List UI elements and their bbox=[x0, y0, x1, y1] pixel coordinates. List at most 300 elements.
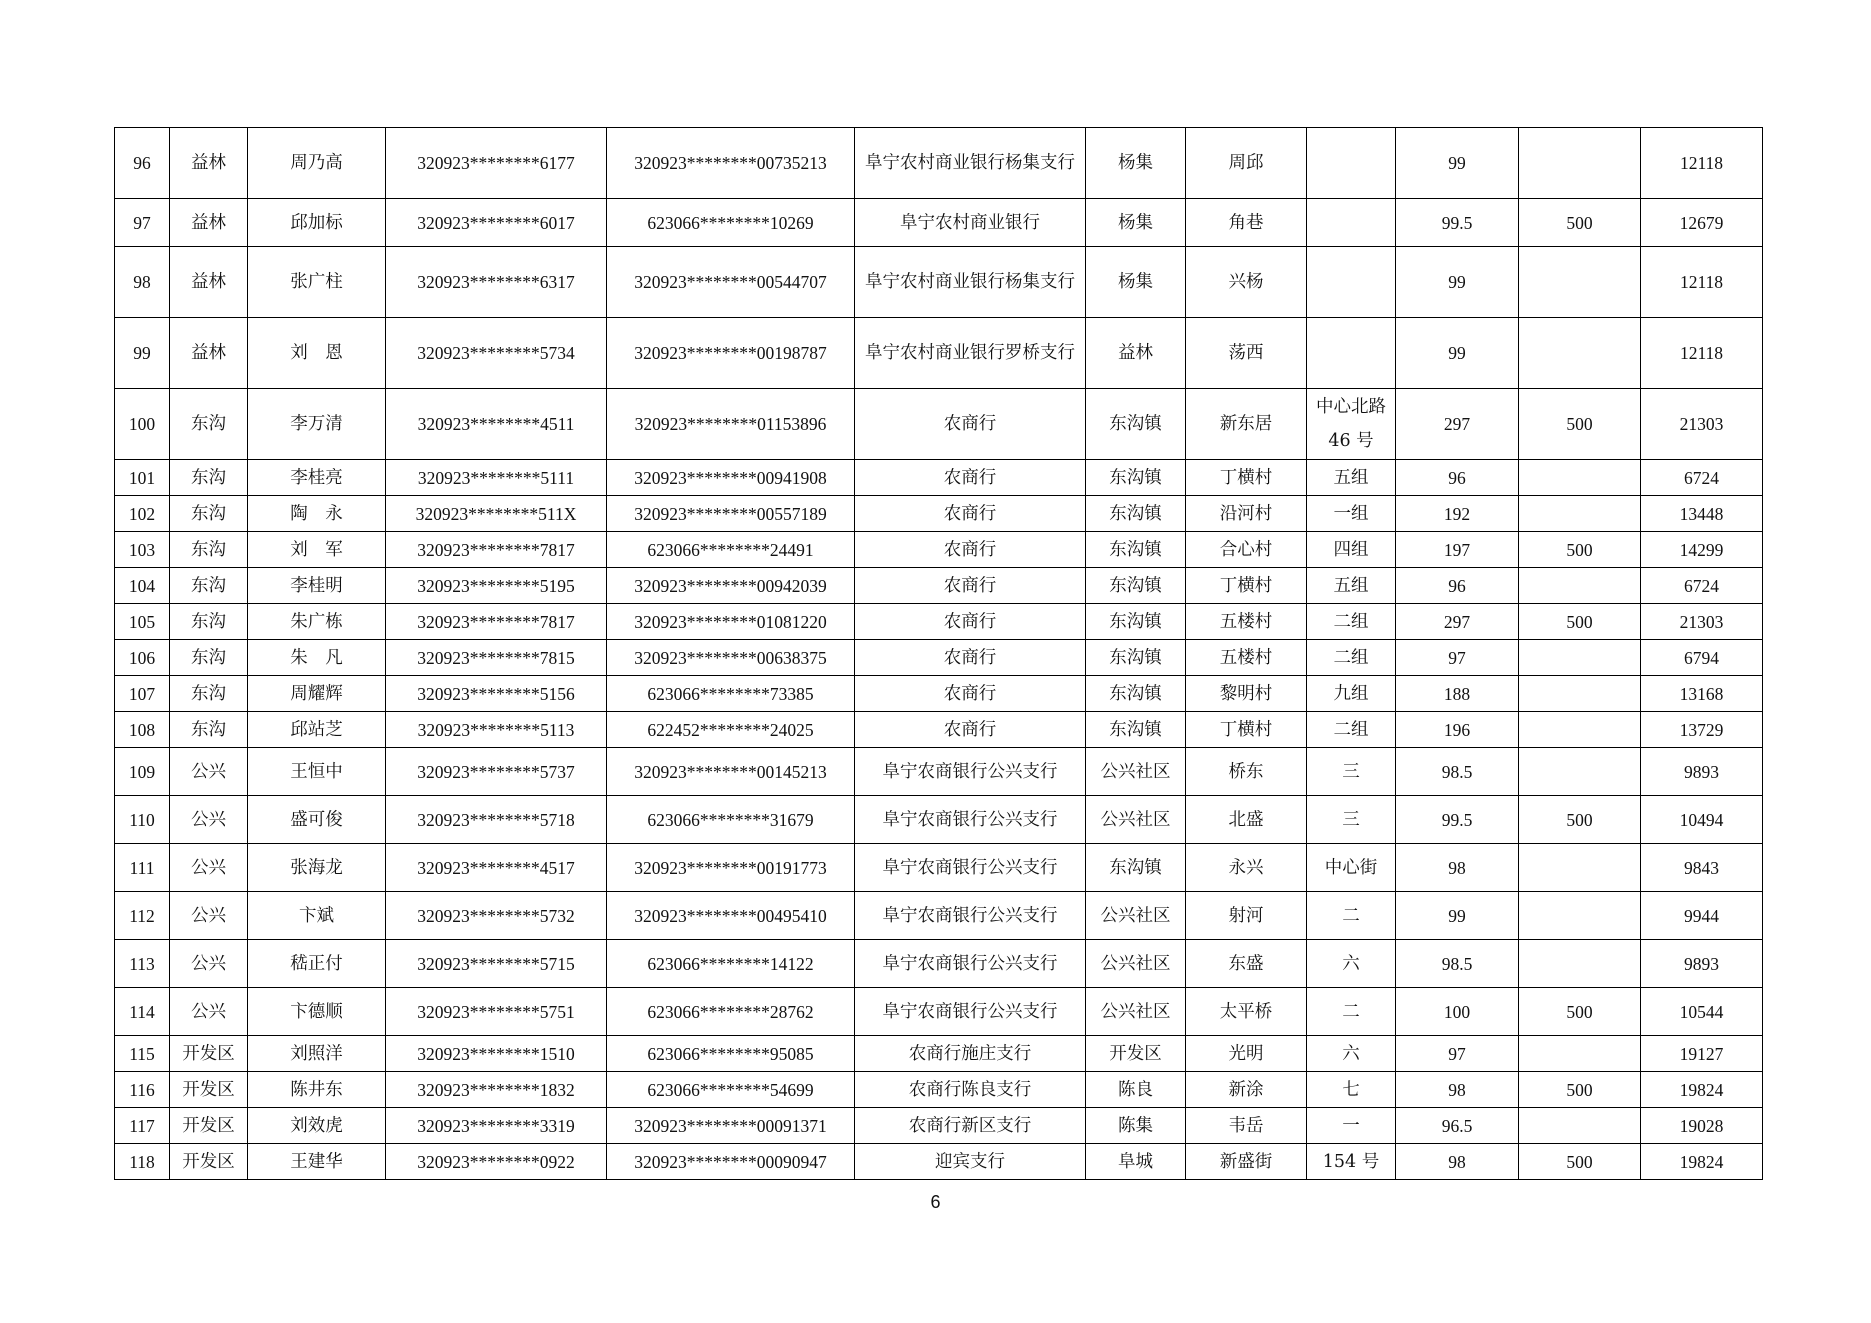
bank-cell: 农商行 bbox=[855, 568, 1086, 604]
amount-cell: 10544 bbox=[1641, 988, 1763, 1036]
subsidy-cell bbox=[1519, 712, 1641, 748]
subsidy-cell: 500 bbox=[1519, 389, 1641, 460]
area-cell: 100 bbox=[1396, 988, 1519, 1036]
id-number-cell: 320923********5715 bbox=[386, 940, 607, 988]
name-cell: 朱 凡 bbox=[248, 640, 386, 676]
township-cell: 东沟镇 bbox=[1086, 640, 1186, 676]
area-cell: 99.5 bbox=[1396, 796, 1519, 844]
account-number-cell: 320923********00735213 bbox=[607, 128, 855, 199]
id-number-cell: 320923********4511 bbox=[386, 389, 607, 460]
subsidy-cell bbox=[1519, 318, 1641, 389]
village-cell: 丁横村 bbox=[1186, 712, 1307, 748]
village-cell: 荡西 bbox=[1186, 318, 1307, 389]
area-cell: 98 bbox=[1396, 1072, 1519, 1108]
name-cell: 陈井东 bbox=[248, 1072, 386, 1108]
subsidy-cell bbox=[1519, 676, 1641, 712]
area-cell: 99 bbox=[1396, 318, 1519, 389]
amount-cell: 14299 bbox=[1641, 532, 1763, 568]
account-number-cell: 320923********00191773 bbox=[607, 844, 855, 892]
amount-cell: 6794 bbox=[1641, 640, 1763, 676]
town-cell: 东沟 bbox=[170, 604, 248, 640]
subsidy-cell: 500 bbox=[1519, 1144, 1641, 1180]
bank-cell: 迎宾支行 bbox=[855, 1144, 1086, 1180]
township-cell: 陈集 bbox=[1086, 1108, 1186, 1144]
seq-cell: 109 bbox=[115, 748, 170, 796]
table-row bbox=[115, 604, 1763, 640]
area-cell: 98.5 bbox=[1396, 748, 1519, 796]
amount-cell: 19127 bbox=[1641, 1036, 1763, 1072]
seq-cell: 108 bbox=[115, 712, 170, 748]
table-row bbox=[115, 460, 1763, 496]
group-cell: 二组 bbox=[1307, 712, 1396, 748]
group-cell bbox=[1307, 318, 1396, 389]
table-row bbox=[115, 988, 1763, 1036]
seq-cell: 111 bbox=[115, 844, 170, 892]
bank-cell: 阜宁农商银行公兴支行 bbox=[855, 988, 1086, 1036]
table-row bbox=[115, 389, 1763, 460]
seq-cell: 117 bbox=[115, 1108, 170, 1144]
amount-cell: 9893 bbox=[1641, 748, 1763, 796]
account-number-cell: 320923********00638375 bbox=[607, 640, 855, 676]
area-cell: 96.5 bbox=[1396, 1108, 1519, 1144]
town-cell: 开发区 bbox=[170, 1072, 248, 1108]
group-cell: 154 号 bbox=[1307, 1144, 1396, 1180]
subsidy-cell bbox=[1519, 640, 1641, 676]
town-cell: 东沟 bbox=[170, 532, 248, 568]
bank-cell: 农商行 bbox=[855, 532, 1086, 568]
town-cell: 东沟 bbox=[170, 496, 248, 532]
bank-cell: 阜宁农商银行公兴支行 bbox=[855, 940, 1086, 988]
bank-cell: 阜宁农商银行公兴支行 bbox=[855, 748, 1086, 796]
name-cell: 李桂明 bbox=[248, 568, 386, 604]
bank-cell: 农商行 bbox=[855, 640, 1086, 676]
town-cell: 公兴 bbox=[170, 940, 248, 988]
township-cell: 东沟镇 bbox=[1086, 844, 1186, 892]
town-cell: 开发区 bbox=[170, 1108, 248, 1144]
table-row bbox=[115, 640, 1763, 676]
bank-cell: 阜宁农村商业银行 bbox=[855, 199, 1086, 247]
group-cell bbox=[1307, 247, 1396, 318]
page-number: 6 bbox=[930, 1192, 941, 1212]
table-row bbox=[115, 247, 1763, 318]
amount-cell: 19028 bbox=[1641, 1108, 1763, 1144]
name-cell: 刘效虎 bbox=[248, 1108, 386, 1144]
area-cell: 188 bbox=[1396, 676, 1519, 712]
seq-cell: 100 bbox=[115, 389, 170, 460]
account-number-cell: 320923********01081220 bbox=[607, 604, 855, 640]
subsidy-cell bbox=[1519, 496, 1641, 532]
account-number-cell: 623066********28762 bbox=[607, 988, 855, 1036]
village-cell: 新涂 bbox=[1186, 1072, 1307, 1108]
amount-cell: 12679 bbox=[1641, 199, 1763, 247]
bank-cell: 农商行 bbox=[855, 496, 1086, 532]
village-cell: 永兴 bbox=[1186, 844, 1307, 892]
name-cell: 邱加标 bbox=[248, 199, 386, 247]
name-cell: 张广柱 bbox=[248, 247, 386, 318]
town-cell: 益林 bbox=[170, 247, 248, 318]
township-cell: 东沟镇 bbox=[1086, 712, 1186, 748]
subsidy-cell: 500 bbox=[1519, 199, 1641, 247]
area-cell: 98 bbox=[1396, 844, 1519, 892]
subsidy-cell bbox=[1519, 1036, 1641, 1072]
id-number-cell: 320923********5751 bbox=[386, 988, 607, 1036]
area-cell: 96 bbox=[1396, 460, 1519, 496]
area-cell: 96 bbox=[1396, 568, 1519, 604]
amount-cell: 19824 bbox=[1641, 1144, 1763, 1180]
subsidy-cell: 500 bbox=[1519, 604, 1641, 640]
seq-cell: 99 bbox=[115, 318, 170, 389]
id-number-cell: 320923********6177 bbox=[386, 128, 607, 199]
area-cell: 197 bbox=[1396, 532, 1519, 568]
bank-cell: 农商行施庄支行 bbox=[855, 1036, 1086, 1072]
table-row bbox=[115, 892, 1763, 940]
bank-cell: 农商行 bbox=[855, 712, 1086, 748]
subsidy-cell: 500 bbox=[1519, 796, 1641, 844]
township-cell: 东沟镇 bbox=[1086, 532, 1186, 568]
group-cell bbox=[1307, 199, 1396, 247]
town-cell: 公兴 bbox=[170, 844, 248, 892]
amount-cell: 19824 bbox=[1641, 1072, 1763, 1108]
amount-cell: 21303 bbox=[1641, 389, 1763, 460]
group-cell: 三 bbox=[1307, 796, 1396, 844]
group-cell: 一组 bbox=[1307, 496, 1396, 532]
account-number-cell: 623066********14122 bbox=[607, 940, 855, 988]
area-cell: 297 bbox=[1396, 389, 1519, 460]
seq-cell: 102 bbox=[115, 496, 170, 532]
area-cell: 196 bbox=[1396, 712, 1519, 748]
town-cell: 益林 bbox=[170, 128, 248, 199]
town-cell: 公兴 bbox=[170, 892, 248, 940]
account-number-cell: 320923********00941908 bbox=[607, 460, 855, 496]
seq-cell: 105 bbox=[115, 604, 170, 640]
name-cell: 卞德顺 bbox=[248, 988, 386, 1036]
subsidy-cell: 500 bbox=[1519, 1072, 1641, 1108]
group-cell: 五组 bbox=[1307, 460, 1396, 496]
id-number-cell: 320923********4517 bbox=[386, 844, 607, 892]
village-cell: 周邱 bbox=[1186, 128, 1307, 199]
area-cell: 98.5 bbox=[1396, 940, 1519, 988]
town-cell: 东沟 bbox=[170, 460, 248, 496]
area-cell: 99.5 bbox=[1396, 199, 1519, 247]
group-cell: 六 bbox=[1307, 1036, 1396, 1072]
group-cell: 二组 bbox=[1307, 640, 1396, 676]
amount-cell: 12118 bbox=[1641, 247, 1763, 318]
seq-cell: 106 bbox=[115, 640, 170, 676]
amount-cell: 13448 bbox=[1641, 496, 1763, 532]
table-row bbox=[115, 199, 1763, 247]
township-cell: 开发区 bbox=[1086, 1036, 1186, 1072]
table-row bbox=[115, 318, 1763, 389]
bank-cell: 阜宁农村商业银行杨集支行 bbox=[855, 128, 1086, 199]
name-cell: 嵇正付 bbox=[248, 940, 386, 988]
account-number-cell: 320923********00557189 bbox=[607, 496, 855, 532]
amount-cell: 6724 bbox=[1641, 460, 1763, 496]
township-cell: 益林 bbox=[1086, 318, 1186, 389]
village-cell: 韦岳 bbox=[1186, 1108, 1307, 1144]
amount-cell: 9944 bbox=[1641, 892, 1763, 940]
town-cell: 东沟 bbox=[170, 568, 248, 604]
name-cell: 周耀辉 bbox=[248, 676, 386, 712]
bank-cell: 农商行 bbox=[855, 460, 1086, 496]
account-number-cell: 320923********00495410 bbox=[607, 892, 855, 940]
bank-cell: 农商行 bbox=[855, 604, 1086, 640]
name-cell: 刘 恩 bbox=[248, 318, 386, 389]
township-cell: 东沟镇 bbox=[1086, 676, 1186, 712]
id-number-cell: 320923********1510 bbox=[386, 1036, 607, 1072]
town-cell: 公兴 bbox=[170, 988, 248, 1036]
table-row bbox=[115, 844, 1763, 892]
seq-cell: 116 bbox=[115, 1072, 170, 1108]
id-number-cell: 320923********5732 bbox=[386, 892, 607, 940]
name-cell: 李万清 bbox=[248, 389, 386, 460]
township-cell: 杨集 bbox=[1086, 199, 1186, 247]
village-cell: 射河 bbox=[1186, 892, 1307, 940]
name-cell: 张海龙 bbox=[248, 844, 386, 892]
amount-cell: 12118 bbox=[1641, 318, 1763, 389]
group-cell: 二 bbox=[1307, 892, 1396, 940]
town-cell: 开发区 bbox=[170, 1036, 248, 1072]
village-cell: 东盛 bbox=[1186, 940, 1307, 988]
subsidy-roster-table bbox=[114, 127, 1763, 1180]
bank-cell: 农商行 bbox=[855, 389, 1086, 460]
amount-cell: 10494 bbox=[1641, 796, 1763, 844]
group-cell bbox=[1307, 128, 1396, 199]
table-row bbox=[115, 676, 1763, 712]
village-cell: 丁横村 bbox=[1186, 568, 1307, 604]
village-cell: 北盛 bbox=[1186, 796, 1307, 844]
township-cell: 公兴社区 bbox=[1086, 988, 1186, 1036]
table-row bbox=[115, 748, 1763, 796]
table-row bbox=[115, 940, 1763, 988]
seq-cell: 107 bbox=[115, 676, 170, 712]
township-cell: 东沟镇 bbox=[1086, 389, 1186, 460]
township-cell: 杨集 bbox=[1086, 247, 1186, 318]
subsidy-cell bbox=[1519, 460, 1641, 496]
id-number-cell: 320923********5113 bbox=[386, 712, 607, 748]
table-row bbox=[115, 1072, 1763, 1108]
area-cell: 99 bbox=[1396, 128, 1519, 199]
group-cell: 中心街 bbox=[1307, 844, 1396, 892]
seq-cell: 113 bbox=[115, 940, 170, 988]
group-cell: 二组 bbox=[1307, 604, 1396, 640]
village-cell: 合心村 bbox=[1186, 532, 1307, 568]
bank-cell: 阜宁农村商业银行杨集支行 bbox=[855, 247, 1086, 318]
area-cell: 98 bbox=[1396, 1144, 1519, 1180]
name-cell: 盛可俊 bbox=[248, 796, 386, 844]
village-cell: 新东居 bbox=[1186, 389, 1307, 460]
subsidy-cell: 500 bbox=[1519, 988, 1641, 1036]
name-cell: 刘 军 bbox=[248, 532, 386, 568]
account-number-cell: 320923********00544707 bbox=[607, 247, 855, 318]
account-number-cell: 623066********10269 bbox=[607, 199, 855, 247]
table-row bbox=[115, 796, 1763, 844]
id-number-cell: 320923********6317 bbox=[386, 247, 607, 318]
subsidy-cell bbox=[1519, 128, 1641, 199]
seq-cell: 103 bbox=[115, 532, 170, 568]
amount-cell: 6724 bbox=[1641, 568, 1763, 604]
account-number-cell: 623066********31679 bbox=[607, 796, 855, 844]
id-number-cell: 320923********7817 bbox=[386, 532, 607, 568]
subsidy-cell: 500 bbox=[1519, 532, 1641, 568]
subsidy-cell bbox=[1519, 1108, 1641, 1144]
id-number-cell: 320923********5195 bbox=[386, 568, 607, 604]
group-cell: 五组 bbox=[1307, 568, 1396, 604]
township-cell: 公兴社区 bbox=[1086, 748, 1186, 796]
town-cell: 东沟 bbox=[170, 640, 248, 676]
account-number-cell: 623066********73385 bbox=[607, 676, 855, 712]
table-row bbox=[115, 712, 1763, 748]
township-cell: 东沟镇 bbox=[1086, 604, 1186, 640]
group-cell: 三 bbox=[1307, 748, 1396, 796]
seq-cell: 96 bbox=[115, 128, 170, 199]
table-row bbox=[115, 496, 1763, 532]
id-number-cell: 320923********5737 bbox=[386, 748, 607, 796]
account-number-cell: 622452********24025 bbox=[607, 712, 855, 748]
township-cell: 公兴社区 bbox=[1086, 940, 1186, 988]
subsidy-cell bbox=[1519, 940, 1641, 988]
bank-cell: 农商行新区支行 bbox=[855, 1108, 1086, 1144]
area-cell: 192 bbox=[1396, 496, 1519, 532]
amount-cell: 13168 bbox=[1641, 676, 1763, 712]
account-number-cell: 623066********24491 bbox=[607, 532, 855, 568]
bank-cell: 阜宁农商银行公兴支行 bbox=[855, 796, 1086, 844]
id-number-cell: 320923********5156 bbox=[386, 676, 607, 712]
village-cell: 角巷 bbox=[1186, 199, 1307, 247]
subsidy-cell bbox=[1519, 844, 1641, 892]
group-cell: 六 bbox=[1307, 940, 1396, 988]
bank-cell: 农商行 bbox=[855, 676, 1086, 712]
name-cell: 李桂亮 bbox=[248, 460, 386, 496]
account-number-cell: 320923********00198787 bbox=[607, 318, 855, 389]
village-cell: 黎明村 bbox=[1186, 676, 1307, 712]
seq-cell: 118 bbox=[115, 1144, 170, 1180]
seq-cell: 110 bbox=[115, 796, 170, 844]
area-cell: 99 bbox=[1396, 892, 1519, 940]
village-cell: 丁横村 bbox=[1186, 460, 1307, 496]
amount-cell: 9843 bbox=[1641, 844, 1763, 892]
village-cell: 新盛街 bbox=[1186, 1144, 1307, 1180]
village-cell: 五楼村 bbox=[1186, 640, 1307, 676]
table-row bbox=[115, 1108, 1763, 1144]
seq-cell: 101 bbox=[115, 460, 170, 496]
id-number-cell: 320923********7815 bbox=[386, 640, 607, 676]
name-cell: 卞斌 bbox=[248, 892, 386, 940]
table-row bbox=[115, 1144, 1763, 1180]
name-cell: 朱广栋 bbox=[248, 604, 386, 640]
town-cell: 东沟 bbox=[170, 676, 248, 712]
amount-cell: 21303 bbox=[1641, 604, 1763, 640]
township-cell: 杨集 bbox=[1086, 128, 1186, 199]
subsidy-cell bbox=[1519, 748, 1641, 796]
group-cell: 七 bbox=[1307, 1072, 1396, 1108]
group-cell: 一 bbox=[1307, 1108, 1396, 1144]
name-cell: 周乃高 bbox=[248, 128, 386, 199]
table-row bbox=[115, 128, 1763, 199]
id-number-cell: 320923********5111 bbox=[386, 460, 607, 496]
village-cell: 桥东 bbox=[1186, 748, 1307, 796]
table-row bbox=[115, 568, 1763, 604]
village-cell: 光明 bbox=[1186, 1036, 1307, 1072]
township-cell: 公兴社区 bbox=[1086, 892, 1186, 940]
account-number-cell: 623066********95085 bbox=[607, 1036, 855, 1072]
seq-cell: 114 bbox=[115, 988, 170, 1036]
group-cell: 四组 bbox=[1307, 532, 1396, 568]
id-number-cell: 320923********7817 bbox=[386, 604, 607, 640]
township-cell: 陈良 bbox=[1086, 1072, 1186, 1108]
account-number-cell: 320923********01153896 bbox=[607, 389, 855, 460]
township-cell: 东沟镇 bbox=[1086, 496, 1186, 532]
bank-cell: 农商行陈良支行 bbox=[855, 1072, 1086, 1108]
village-cell: 沿河村 bbox=[1186, 496, 1307, 532]
township-cell: 东沟镇 bbox=[1086, 568, 1186, 604]
subsidy-cell bbox=[1519, 247, 1641, 318]
area-cell: 297 bbox=[1396, 604, 1519, 640]
id-number-cell: 320923********511X bbox=[386, 496, 607, 532]
village-cell: 五楼村 bbox=[1186, 604, 1307, 640]
area-cell: 99 bbox=[1396, 247, 1519, 318]
town-cell: 开发区 bbox=[170, 1144, 248, 1180]
bank-cell: 阜宁农商银行公兴支行 bbox=[855, 844, 1086, 892]
account-number-cell: 320923********00942039 bbox=[607, 568, 855, 604]
town-cell: 东沟 bbox=[170, 712, 248, 748]
town-cell: 益林 bbox=[170, 318, 248, 389]
group-cell: 二 bbox=[1307, 988, 1396, 1036]
town-cell: 益林 bbox=[170, 199, 248, 247]
seq-cell: 97 bbox=[115, 199, 170, 247]
town-cell: 公兴 bbox=[170, 796, 248, 844]
roster-body bbox=[115, 128, 1763, 1180]
subsidy-cell bbox=[1519, 892, 1641, 940]
id-number-cell: 320923********5734 bbox=[386, 318, 607, 389]
table-row bbox=[115, 532, 1763, 568]
seq-cell: 98 bbox=[115, 247, 170, 318]
amount-cell: 12118 bbox=[1641, 128, 1763, 199]
name-cell: 邱站芝 bbox=[248, 712, 386, 748]
bank-cell: 阜宁农村商业银行罗桥支行 bbox=[855, 318, 1086, 389]
village-cell: 太平桥 bbox=[1186, 988, 1307, 1036]
township-cell: 阜城 bbox=[1086, 1144, 1186, 1180]
amount-cell: 9893 bbox=[1641, 940, 1763, 988]
account-number-cell: 623066********54699 bbox=[607, 1072, 855, 1108]
name-cell: 王恒中 bbox=[248, 748, 386, 796]
id-number-cell: 320923********5718 bbox=[386, 796, 607, 844]
township-cell: 东沟镇 bbox=[1086, 460, 1186, 496]
account-number-cell: 320923********00145213 bbox=[607, 748, 855, 796]
seq-cell: 104 bbox=[115, 568, 170, 604]
table-row bbox=[115, 1036, 1763, 1072]
township-cell: 公兴社区 bbox=[1086, 796, 1186, 844]
town-cell: 公兴 bbox=[170, 748, 248, 796]
village-cell: 兴杨 bbox=[1186, 247, 1307, 318]
id-number-cell: 320923********0922 bbox=[386, 1144, 607, 1180]
account-number-cell: 320923********00090947 bbox=[607, 1144, 855, 1180]
id-number-cell: 320923********6017 bbox=[386, 199, 607, 247]
town-cell: 东沟 bbox=[170, 389, 248, 460]
seq-cell: 115 bbox=[115, 1036, 170, 1072]
subsidy-cell bbox=[1519, 568, 1641, 604]
group-cell: 中心北路 46 号 bbox=[1307, 389, 1396, 460]
bank-cell: 阜宁农商银行公兴支行 bbox=[855, 892, 1086, 940]
account-number-cell: 320923********00091371 bbox=[607, 1108, 855, 1144]
seq-cell: 112 bbox=[115, 892, 170, 940]
group-cell: 九组 bbox=[1307, 676, 1396, 712]
name-cell: 陶 永 bbox=[248, 496, 386, 532]
id-number-cell: 320923********3319 bbox=[386, 1108, 607, 1144]
name-cell: 王建华 bbox=[248, 1144, 386, 1180]
name-cell: 刘照洋 bbox=[248, 1036, 386, 1072]
area-cell: 97 bbox=[1396, 1036, 1519, 1072]
id-number-cell: 320923********1832 bbox=[386, 1072, 607, 1108]
